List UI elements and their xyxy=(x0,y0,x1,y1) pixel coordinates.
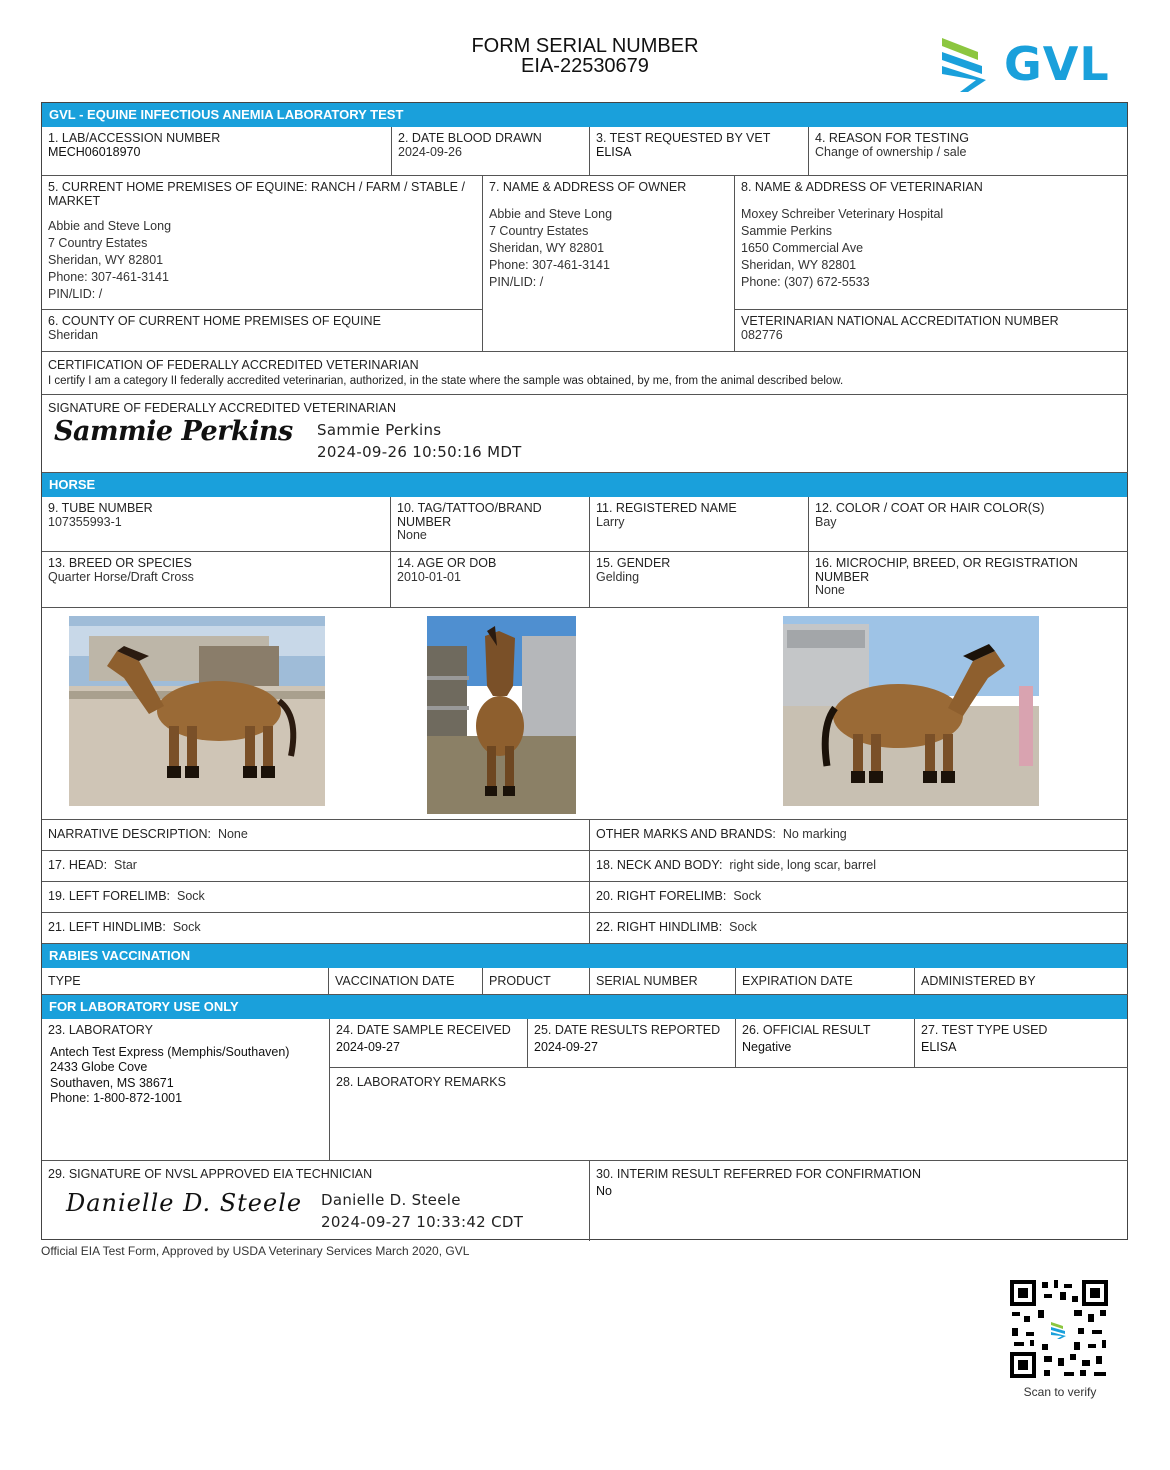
address-line: 2433 Globe Cove xyxy=(50,1060,148,1074)
field-value: None xyxy=(217,827,248,841)
rabies-col-expiration xyxy=(736,968,915,995)
field-county xyxy=(42,310,483,352)
field-value: ELISA xyxy=(596,144,632,159)
field-label: 14. AGE OR DOB xyxy=(397,556,497,570)
field-label: 20. RIGHT FORELIMB: xyxy=(596,889,727,903)
vet-signature-block xyxy=(42,395,1128,473)
rabies-col-administered xyxy=(915,968,1128,995)
field-value: Quarter Horse/Draft Cross xyxy=(48,569,194,584)
field-value: right side, long scar, barrel xyxy=(729,858,876,872)
field-value: None xyxy=(815,583,845,597)
field-date-sample-received xyxy=(330,1019,528,1068)
field-value: Bay xyxy=(815,514,837,529)
field-value: 107355993-1 xyxy=(48,514,122,529)
column-header: EXPIRATION DATE xyxy=(742,974,853,988)
gvl-logo-text: GVL xyxy=(1004,37,1110,91)
technician-signature-block xyxy=(42,1161,590,1241)
column-header: ADMINISTERED BY xyxy=(921,974,1036,988)
certification-text: I certify I am a category II federally accredited veterinarian, authorized, in the state where the sample was obtained, by me, from the animal described below. xyxy=(48,374,844,387)
field-label: 28. LABORATORY REMARKS xyxy=(336,1075,506,1089)
horse-photo-left-side xyxy=(69,616,325,806)
footer-approval-note: Official EIA Test Form, Approved by USDA Veterinary Services March 2020, GVL xyxy=(41,1244,470,1258)
verification-qr-code[interactable] xyxy=(1008,1278,1110,1380)
eia-form xyxy=(41,102,1128,1240)
field-test-requested xyxy=(590,127,809,176)
field-label: 25. DATE RESULTS REPORTED xyxy=(534,1023,721,1037)
field-neck-body xyxy=(590,851,1128,882)
field-label: 12. COLOR / COAT OR HAIR COLOR(S) xyxy=(815,501,1045,515)
field-value: Negative xyxy=(742,1039,792,1054)
column-header: TYPE xyxy=(48,974,81,988)
field-label: SIGNATURE OF FEDERALLY ACCREDITED VETERINARIAN xyxy=(48,401,396,415)
band-horse: HORSE xyxy=(42,473,1127,497)
field-label: 15. GENDER xyxy=(596,556,671,570)
gvl-logo xyxy=(938,34,1133,96)
field-label: 8. NAME & ADDRESS OF VETERINARIAN xyxy=(741,180,983,194)
field-value: No marking xyxy=(782,827,847,841)
field-label: 18. NECK AND BODY: xyxy=(596,858,723,872)
field-value: 082776 xyxy=(741,327,783,342)
field-label: CERTIFICATION OF FEDERALLY ACCREDITED VETERINARIAN xyxy=(48,358,419,372)
field-value: None xyxy=(397,528,427,542)
field-label: 4. REASON FOR TESTING xyxy=(815,131,969,145)
laboratory-address xyxy=(48,1045,323,1107)
rabies-col-serial xyxy=(590,968,736,995)
field-value: No xyxy=(596,1183,612,1198)
field-value: Sock xyxy=(172,920,201,934)
address-line: Phone: 307-461-3141 xyxy=(48,270,169,284)
band-main-title: GVL - EQUINE INFECTIOUS ANEMIA LABORATORY TEST xyxy=(42,103,1127,127)
field-interim-result xyxy=(590,1161,1128,1241)
qr-code-icon xyxy=(1008,1278,1110,1380)
field-home-premises xyxy=(42,176,483,310)
field-value: Larry xyxy=(596,514,625,529)
field-label: 19. LEFT FORELIMB: xyxy=(48,889,171,903)
field-official-result xyxy=(736,1019,915,1068)
field-value: ELISA xyxy=(921,1039,957,1054)
field-date-results-reported xyxy=(528,1019,736,1068)
vet-signature-time: 2024-09-26 10:50:16 MDT xyxy=(317,443,522,461)
field-tube-number xyxy=(42,497,391,552)
field-lab-remarks xyxy=(330,1068,1128,1161)
field-owner xyxy=(483,176,735,352)
field-gender xyxy=(590,552,809,608)
field-label: 7. NAME & ADDRESS OF OWNER xyxy=(489,180,687,194)
field-value: Sock xyxy=(176,889,205,903)
field-value: Gelding xyxy=(596,569,640,584)
field-head xyxy=(42,851,590,882)
field-right-forelimb xyxy=(590,882,1128,913)
field-reason-testing xyxy=(809,127,1128,176)
rabies-col-product xyxy=(483,968,590,995)
address-line: Southaven, MS 38671 xyxy=(50,1075,174,1090)
field-label: 17. HEAD: xyxy=(48,858,108,872)
field-color xyxy=(809,497,1128,552)
address-line: 7 Country Estates xyxy=(48,236,148,250)
field-lab-accession xyxy=(42,127,392,176)
horse-photo-right-side xyxy=(783,616,1039,806)
field-label: 27. TEST TYPE USED xyxy=(921,1023,1048,1037)
field-value: 2024-09-26 xyxy=(398,144,462,159)
address-line: Sammie Perkins xyxy=(741,223,832,238)
field-label: 30. INTERIM RESULT REFERRED FOR CONFIRMATION xyxy=(596,1167,922,1181)
band-rabies: RABIES VACCINATION xyxy=(42,944,1127,968)
field-value: Sock xyxy=(729,920,757,934)
field-value: 2010-01-01 xyxy=(397,569,461,584)
rabies-col-vaccination-date xyxy=(329,968,483,995)
field-microchip xyxy=(809,552,1128,608)
field-label: 21. LEFT HINDLIMB: xyxy=(48,920,166,934)
field-label: 16. MICROCHIP, BREED, OR REGISTRATION NUMBER xyxy=(815,556,1078,584)
field-label: 11. REGISTERED NAME xyxy=(596,501,737,515)
gvl-logo-icon xyxy=(938,34,998,96)
field-left-hindlimb xyxy=(42,913,590,944)
column-header: PRODUCT xyxy=(489,974,551,988)
address-line: Phone: (307) 672-5533 xyxy=(741,274,870,289)
field-value: Sock xyxy=(733,889,762,903)
field-laboratory xyxy=(42,1019,330,1161)
field-value: 2024-09-27 xyxy=(336,1039,400,1054)
field-label: 29. SIGNATURE OF NVSL APPROVED EIA TECHNICIAN xyxy=(48,1167,373,1181)
field-label: 1. LAB/ACCESSION NUMBER xyxy=(48,131,221,145)
field-label: 22. RIGHT HINDLIMB: xyxy=(596,920,723,934)
premises-address xyxy=(48,218,476,303)
field-label: 6. COUNTY OF CURRENT HOME PREMISES OF EQUINE xyxy=(48,314,381,328)
technician-signature-time: 2024-09-27 10:33:42 CDT xyxy=(321,1213,524,1231)
field-age-dob xyxy=(391,552,590,608)
field-label: 9. TUBE NUMBER xyxy=(48,501,153,515)
address-line: Sheridan, WY 82801 xyxy=(489,240,605,255)
technician-signature-name: Danielle D. Steele xyxy=(321,1191,461,1209)
address-line: 7 Country Estates xyxy=(489,223,589,238)
address-line: PIN/LID: / xyxy=(489,274,544,289)
field-value: Sheridan xyxy=(48,327,99,342)
field-veterinarian xyxy=(735,176,1128,310)
field-label: 5. CURRENT HOME PREMISES OF EQUINE: RANCH / FARM / STABLE / MARKET xyxy=(48,180,465,208)
owner-address xyxy=(489,206,728,291)
field-label: OTHER MARKS AND BRANDS: xyxy=(596,827,776,841)
address-line: Phone: 1-800-872-1001 xyxy=(50,1091,183,1105)
horse-photo-front xyxy=(427,616,576,814)
address-line: Moxey Schreiber Veterinary Hospital xyxy=(741,206,944,221)
address-line: Abbie and Steve Long xyxy=(489,206,613,221)
field-narrative xyxy=(42,820,590,851)
field-label: 2. DATE BLOOD DRAWN xyxy=(398,131,542,145)
field-label: 3. TEST REQUESTED BY VET xyxy=(596,131,771,145)
form-serial-title: FORM SERIAL NUMBER xyxy=(471,35,699,57)
field-date-blood-drawn xyxy=(392,127,590,176)
rabies-col-type xyxy=(42,968,329,995)
band-lab: FOR LABORATORY USE ONLY xyxy=(42,995,1127,1019)
field-label: 24. DATE SAMPLE RECEIVED xyxy=(336,1023,511,1037)
field-label: VETERINARIAN NATIONAL ACCREDITATION NUMBER xyxy=(741,314,1059,328)
field-other-marks xyxy=(590,820,1128,851)
horse-photos-row xyxy=(42,608,1128,820)
field-right-hindlimb xyxy=(590,913,1128,944)
field-label: NARRATIVE DESCRIPTION: xyxy=(48,827,211,841)
address-line: Antech Test Express (Memphis/Southaven) xyxy=(50,1044,290,1059)
address-line: Abbie and Steve Long xyxy=(48,219,172,233)
field-registered-name xyxy=(590,497,809,552)
field-value: Change of ownership / sale xyxy=(815,144,967,159)
address-line: 1650 Commercial Ave xyxy=(741,240,864,255)
address-line: Phone: 307-461-3141 xyxy=(489,257,610,272)
field-label: 10. TAG/TATTOO/BRAND NUMBER xyxy=(397,501,542,529)
field-label: 26. OFFICIAL RESULT xyxy=(742,1023,871,1037)
address-line: Sheridan, WY 82801 xyxy=(741,257,857,272)
address-line: PIN/LID: / xyxy=(48,287,103,301)
column-header: SERIAL NUMBER xyxy=(596,974,698,988)
column-header: VACCINATION DATE xyxy=(335,974,455,988)
field-test-type-used xyxy=(915,1019,1128,1068)
vet-address xyxy=(741,206,1122,291)
technician-handwritten-signature: Danielle D. Steele xyxy=(66,1189,303,1217)
form-serial-number: EIA-22530679 xyxy=(521,55,649,77)
vet-signature-name: Sammie Perkins xyxy=(317,421,442,439)
field-label: 13. BREED OR SPECIES xyxy=(48,556,192,570)
scan-to-verify-label: Scan to verify xyxy=(1023,1385,1097,1399)
field-value: MECH06018970 xyxy=(48,144,141,159)
vet-handwritten-signature: Sammie Perkins xyxy=(54,416,293,447)
field-value: Star xyxy=(114,858,137,872)
address-line: Sheridan, WY 82801 xyxy=(48,253,164,267)
field-left-forelimb xyxy=(42,882,590,913)
field-breed xyxy=(42,552,391,608)
field-label: 23. LABORATORY xyxy=(48,1023,153,1037)
vet-certification xyxy=(42,352,1128,395)
field-accreditation-number xyxy=(735,310,1128,352)
field-tag-tattoo xyxy=(391,497,590,552)
field-value: 2024-09-27 xyxy=(534,1039,598,1054)
